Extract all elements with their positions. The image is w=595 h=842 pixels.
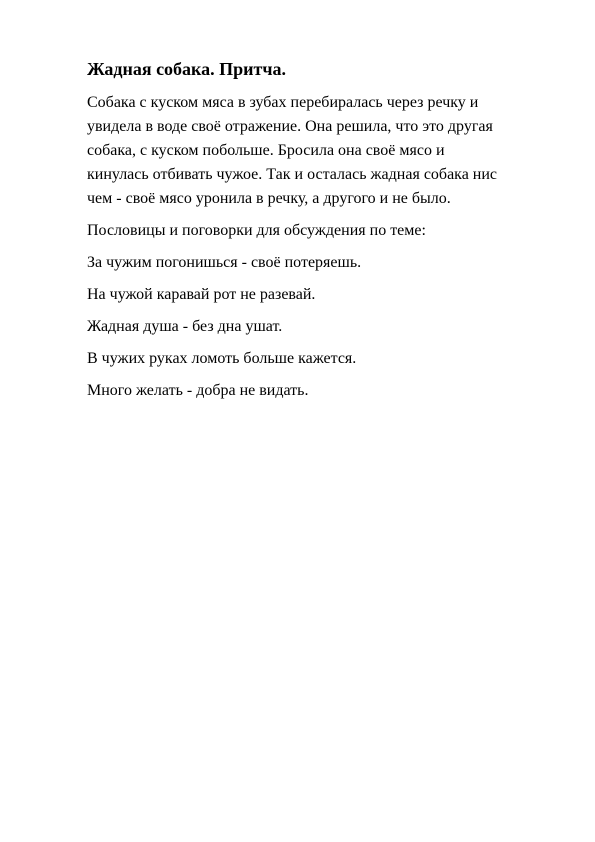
document-content [87,58,557,411]
story-paragraph [87,91,557,211]
proverb-item: В чужих руках ломоть больше кажется. [87,350,357,367]
proverb-item: За чужим погонишься - своё потеряешь. [87,254,362,271]
story-line: собака, с куском побольше. Бросила она своё мясо и [87,142,445,159]
story-line: чем - своё мясо уронила в речку, а другого и не было. [87,190,451,207]
story-line: Собака с куском мяса в зубах перебиралась через речку и [87,94,479,111]
story-line: кинулась отбивать чужое. Так и осталась жадная собака нис [87,166,498,183]
story-line: увидела в воде своё отражение. Она решила, что это другая [87,118,493,135]
document-title: Жадная собака. Притча. [87,59,287,79]
proverb-item: Жадная душа - без дна ушат. [87,318,283,335]
proverb-item: На чужой каравай рот не разевай. [87,286,316,303]
proverbs-intro: Пословицы и поговорки для обсуждения по теме: [87,222,426,239]
proverb-item: Много желать - добра не видать. [87,382,309,399]
